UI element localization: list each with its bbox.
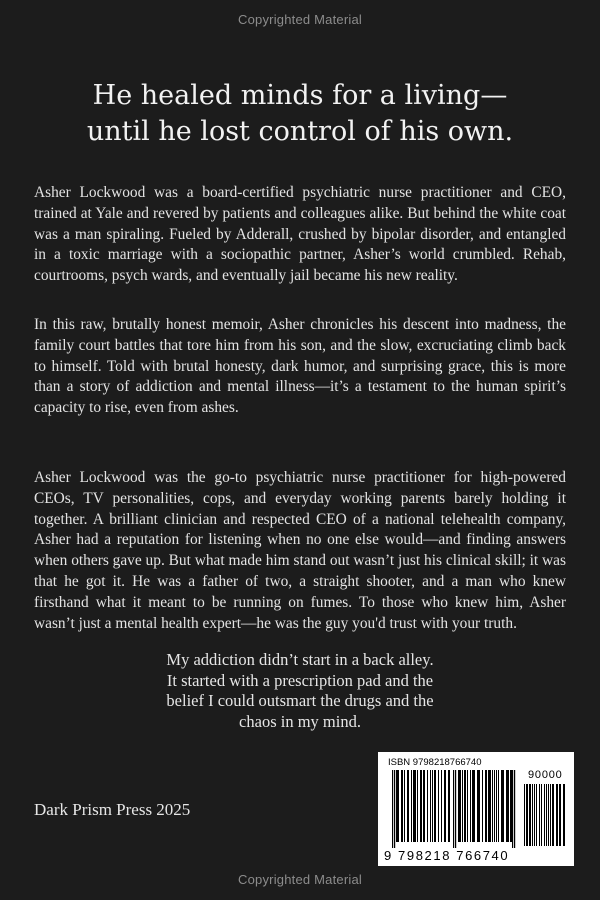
- barcode-bar: [506, 770, 509, 842]
- barcode-addon-bar: [548, 784, 549, 846]
- barcode-bar: [458, 770, 461, 842]
- barcode-bar: [494, 770, 495, 842]
- barcode-addon-bar: [546, 784, 547, 846]
- barcode-bar: [423, 770, 425, 842]
- barcode-bar: [420, 770, 422, 842]
- barcode-bar: [432, 770, 433, 842]
- barcode-bar: [472, 770, 475, 842]
- barcode-bar: [430, 770, 431, 842]
- barcode-bar: [404, 770, 405, 842]
- barcode-addon-bar: [556, 784, 558, 846]
- pull-quote: [90, 650, 510, 732]
- barcode-bar: [401, 770, 403, 842]
- copyright-watermark-bottom: Copyrighted Material: [238, 872, 362, 887]
- barcode-addon-bar: [534, 784, 535, 846]
- barcode-bar: [467, 770, 468, 842]
- barcode-bar: [411, 770, 412, 842]
- barcode-guard-bar: [453, 770, 454, 848]
- pull-quote-line-1: My addiction didn’t start in a back alley.: [166, 650, 434, 669]
- isbn-barcode-block: [378, 752, 574, 866]
- barcode-bar: [501, 770, 504, 842]
- isbn-digits: 9 798218 766740: [384, 848, 510, 863]
- barcode-guard-bar: [392, 770, 393, 848]
- author-bio-paragraph: Asher Lockwood was the go-to psychiatric nurse practitioner for high-powered CEOs, TV personalities, cops, and everyday working parents barely holding it together. A brilliant clinician and respected CEO of a national telehealth company, Asher had a reputation for listening when no one else would—and finding answers when others gave up. But what made him stand out wasn’t just his clinical skill; it was that he got it. He was a father of two, a straight shooter, and a man who knew firsthand what it meant to be running on fumes. To those who knew him, Asher wasn’t just a mental health expert—he was the guy you'd trust with your truth.: [34, 469, 566, 632]
- blurb-paragraph-2: In this raw, brutally honest memoir, Asher chronicles his descent into madness, the family court battles that tore him from his son, and the slow, excruciating climb back to himself. Told with brutal honesty, dark humor, and surprising grace, this is more than a story of addiction and mental illness—it’s a testament to the human spirit’s capacity to rise, even from ashes.: [34, 316, 566, 417]
- headline: [40, 78, 560, 150]
- barcode-addon-bar: [541, 784, 542, 846]
- barcode-guard-bar: [514, 770, 515, 848]
- isbn-label: ISBN 9798218766740: [388, 757, 482, 768]
- barcode-guard-bar: [512, 770, 513, 848]
- barcode-addon-bar: [563, 784, 565, 846]
- pull-quote-line-2: It started with a prescription pad and the: [166, 670, 434, 690]
- barcode-guard-bar: [455, 770, 456, 848]
- pull-quote-line-3: belief I could outsmart the drugs and the: [166, 691, 434, 710]
- barcode-bar: [417, 770, 418, 842]
- barcode-addon-bar: [544, 784, 545, 846]
- barcode-bar: [485, 770, 487, 842]
- barcode-bar: [448, 770, 450, 842]
- barcode-bar: [462, 770, 463, 842]
- barcode-bar: [427, 770, 428, 842]
- barcode-bar: [470, 770, 471, 842]
- pull-quote-line-4: chaos in my mind.: [239, 711, 361, 731]
- publisher-imprint: Dark Prism Press 2025: [34, 800, 191, 819]
- headline-line-2: until he lost control of his own.: [86, 116, 514, 147]
- barcode-addon-bar: [524, 784, 525, 846]
- barcode-bar: [488, 770, 491, 842]
- barcode-bar: [407, 770, 409, 842]
- barcode-addon-bar: [552, 784, 554, 846]
- barcode-addon-bar: [559, 784, 561, 846]
- barcode-bar: [477, 770, 480, 842]
- barcode-addon-bar: [526, 784, 528, 846]
- barcode-addon-bar: [539, 784, 540, 846]
- barcode-bar: [438, 770, 439, 842]
- barcode-bar: [464, 770, 466, 842]
- headline-line-1: He healed minds for a living—: [92, 80, 508, 111]
- barcode-bar: [498, 770, 499, 842]
- barcode-bar: [510, 770, 512, 842]
- barcode-bar: [441, 770, 442, 842]
- barcode-bar: [434, 770, 436, 842]
- barcode-bar: [482, 770, 483, 842]
- barcode-addon-bar: [532, 784, 533, 846]
- blurb-paragraph-1: Asher Lockwood was a board-certified psychiatric nurse practitioner and CEO, trained at Yale and revered by patients and colleagues alike. But behind the white coat was a man spiraling. Fueled by Adderall, crushed by bipolar disorder, and entangled in a toxic marriage with a sociopathic partner, Asher’s world crumbled. Rehab, courtrooms, psych wards, and eventually jail became his new reality.: [34, 184, 566, 285]
- barcode-addon-bar: [536, 784, 537, 846]
- barcode-addon-bar: [550, 784, 551, 846]
- barcode-bar: [444, 770, 446, 842]
- barcode-addon-bar: [529, 784, 531, 846]
- barcode-bar: [496, 770, 497, 842]
- barcode-bar: [492, 770, 493, 842]
- barcode-bar: [413, 770, 416, 842]
- barcode-bar: [396, 770, 399, 842]
- price-code: 90000: [528, 769, 563, 781]
- barcode-guard-bar: [394, 770, 395, 848]
- copyright-watermark-top: Copyrighted Material: [238, 12, 362, 27]
